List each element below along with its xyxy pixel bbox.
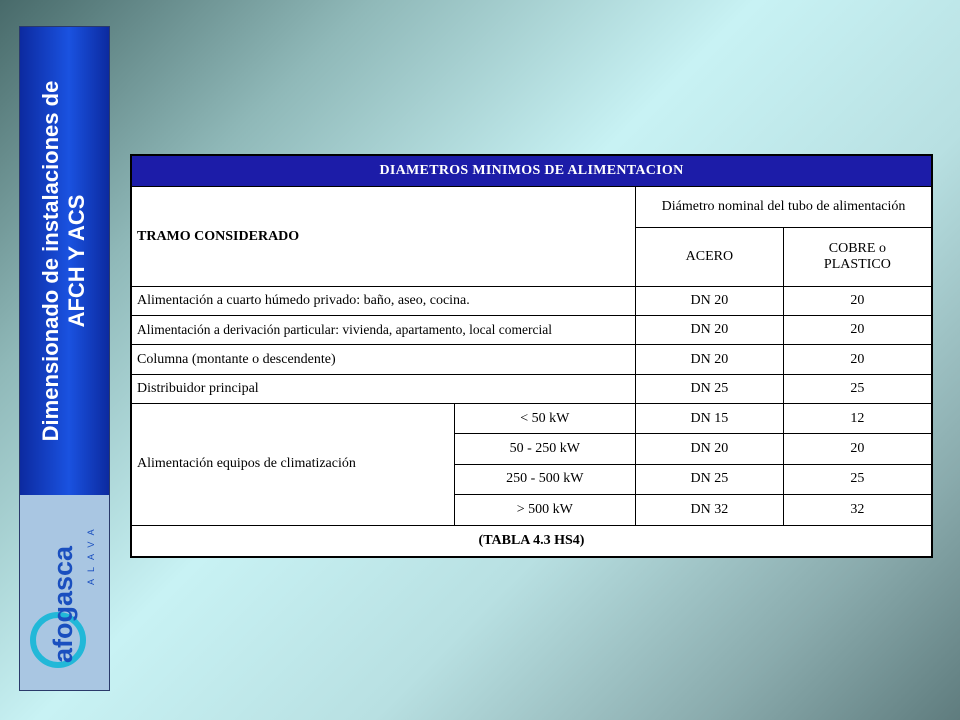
potencia-cell: < 50 kW <box>454 404 635 434</box>
cobre-cell: 20 <box>783 345 932 374</box>
cobre-cell: 20 <box>783 434 932 464</box>
title-line-2: AFCH Y ACS <box>64 194 89 328</box>
tramo-cell: Alimentación a cuarto húmedo privado: baño, aseo, cocina. <box>131 286 636 315</box>
table-row <box>131 286 932 315</box>
tramo-header: TRAMO CONSIDERADO <box>131 187 636 286</box>
tramo-cell: Columna (montante o descendente) <box>131 345 636 374</box>
table-row <box>131 315 932 344</box>
potencia-cell: 250 - 500 kW <box>454 464 635 494</box>
diametro-header: Diámetro nominal del tubo de alimentación <box>636 187 932 228</box>
logo-panel <box>20 495 109 690</box>
presentation-title <box>38 31 90 491</box>
acero-cell: DN 20 <box>636 286 784 315</box>
acero-cell: DN 20 <box>636 345 784 374</box>
cobre-header <box>783 227 932 286</box>
acero-cell: DN 25 <box>636 374 784 403</box>
table-row <box>131 404 932 434</box>
cobre-cell: 32 <box>783 495 932 525</box>
tramo-cell: Distribuidor principal <box>131 374 636 403</box>
cobre-header-line-1: COBRE o <box>828 240 886 256</box>
table-title: DIAMETROS MINIMOS DE ALIMENTACION <box>131 155 932 187</box>
acero-cell: DN 20 <box>636 434 784 464</box>
cobre-cell: 25 <box>783 464 932 494</box>
acero-header: ACERO <box>636 227 784 286</box>
cobre-cell: 20 <box>783 315 932 344</box>
tramo-cell: Alimentación a derivación particular: vivienda, apartamento, local comercial <box>131 315 636 344</box>
clima-label-cell: Alimentación equipos de climatización <box>131 404 454 526</box>
acero-cell: DN 20 <box>636 315 784 344</box>
side-title-panel <box>20 27 109 496</box>
acero-cell: DN 32 <box>636 495 784 525</box>
potencia-cell: > 500 kW <box>454 495 635 525</box>
cobre-cell: 12 <box>783 404 932 434</box>
title-line-1: Dimensionado de instalaciones de <box>38 80 63 442</box>
cobre-header-line-2: PLASTICO <box>823 256 891 272</box>
potencia-cell: 50 - 250 kW <box>454 434 635 464</box>
table-row <box>131 345 932 374</box>
table-row <box>131 374 932 403</box>
afogasca-logo <box>20 495 109 690</box>
diametros-table <box>130 154 933 558</box>
acero-cell: DN 25 <box>636 464 784 494</box>
table-footer: (TABLA 4.3 HS4) <box>131 525 932 557</box>
logo-wordmark: afogasca <box>48 545 78 663</box>
side-bar <box>19 26 110 691</box>
cobre-cell: 20 <box>783 286 932 315</box>
logo-subtitle: ALAVA <box>86 522 96 585</box>
cobre-cell: 25 <box>783 374 932 403</box>
acero-cell: DN 15 <box>636 404 784 434</box>
